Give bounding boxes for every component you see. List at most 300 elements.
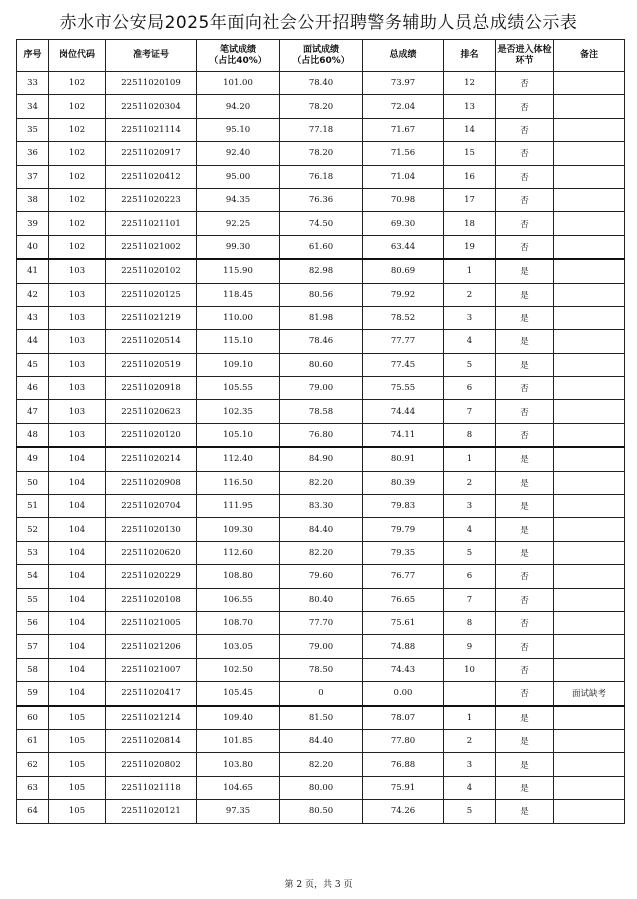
- cell-written: 92.40: [197, 142, 280, 165]
- cell-physical: 是: [496, 518, 554, 541]
- header-physical: 是否进入体检环节: [496, 40, 554, 72]
- cell-post-code: 102: [49, 72, 106, 95]
- cell-total: 71.04: [363, 165, 444, 188]
- page-footer: 第 2 页，共 3 页: [284, 880, 353, 890]
- cell-exam-no: 22511020214: [106, 447, 197, 471]
- cell-post-code: 103: [49, 353, 106, 376]
- cell-rank: 4: [444, 330, 496, 353]
- cell-remark: [554, 72, 625, 95]
- cell-written: 92.25: [197, 212, 280, 235]
- cell-interview: 0: [280, 682, 363, 706]
- cell-written: 95.10: [197, 118, 280, 141]
- cell-rank: 5: [444, 541, 496, 564]
- cell-seq: 40: [17, 235, 49, 259]
- cell-exam-no: 22511020519: [106, 353, 197, 376]
- cell-seq: 46: [17, 377, 49, 400]
- cell-total: 80.69: [363, 259, 444, 283]
- table-body: [17, 72, 625, 824]
- cell-written: 116.50: [197, 471, 280, 494]
- cell-rank: 14: [444, 118, 496, 141]
- header-written-label: 笔试成绩: [219, 44, 256, 55]
- cell-post-code: 104: [49, 611, 106, 634]
- cell-rank: 13: [444, 95, 496, 118]
- header-interview-label: 面试成绩: [302, 44, 339, 55]
- cell-rank: 6: [444, 377, 496, 400]
- cell-physical: 否: [496, 118, 554, 141]
- cell-seq: 47: [17, 400, 49, 423]
- cell-written: 105.55: [197, 377, 280, 400]
- table-row: [17, 306, 625, 329]
- cell-written: 112.40: [197, 447, 280, 471]
- cell-exam-no: 22511020620: [106, 541, 197, 564]
- cell-total: 79.92: [363, 283, 444, 306]
- cell-written: 94.35: [197, 188, 280, 211]
- cell-total: 70.98: [363, 188, 444, 211]
- cell-exam-no: 22511021002: [106, 235, 197, 259]
- header-rank: 排名: [444, 40, 496, 72]
- cell-exam-no: 22511020304: [106, 95, 197, 118]
- table-row: [17, 471, 625, 494]
- cell-post-code: 102: [49, 235, 106, 259]
- cell-remark: [554, 800, 625, 823]
- cell-seq: 38: [17, 188, 49, 211]
- cell-exam-no: 22511020918: [106, 377, 197, 400]
- cell-remark: [554, 635, 625, 658]
- cell-total: 74.11: [363, 423, 444, 447]
- cell-remark: [554, 471, 625, 494]
- cell-interview: 81.98: [280, 306, 363, 329]
- cell-exam-no: 22511020223: [106, 188, 197, 211]
- header-seq: 序号: [17, 40, 49, 72]
- cell-physical: 否: [496, 611, 554, 634]
- cell-total: 63.44: [363, 235, 444, 259]
- cell-seq: 35: [17, 118, 49, 141]
- cell-remark: [554, 118, 625, 141]
- cell-post-code: 104: [49, 447, 106, 471]
- cell-interview: 80.56: [280, 283, 363, 306]
- cell-rank: 2: [444, 729, 496, 752]
- cell-total: 79.79: [363, 518, 444, 541]
- cell-seq: 51: [17, 495, 49, 518]
- cell-seq: 33: [17, 72, 49, 95]
- table-row: [17, 259, 625, 283]
- table-row: [17, 353, 625, 376]
- cell-exam-no: 22511020417: [106, 682, 197, 706]
- cell-total: 74.26: [363, 800, 444, 823]
- cell-exam-no: 22511021214: [106, 706, 197, 730]
- cell-exam-no: 22511020814: [106, 729, 197, 752]
- cell-physical: 否: [496, 142, 554, 165]
- cell-interview: 83.30: [280, 495, 363, 518]
- cell-written: 115.90: [197, 259, 280, 283]
- header-written: [197, 40, 280, 72]
- cell-rank: 3: [444, 495, 496, 518]
- cell-post-code: 104: [49, 635, 106, 658]
- cell-physical: 否: [496, 658, 554, 681]
- cell-exam-no: 22511020130: [106, 518, 197, 541]
- cell-remark: [554, 753, 625, 776]
- cell-written: 99.30: [197, 235, 280, 259]
- cell-written: 115.10: [197, 330, 280, 353]
- cell-seq: 64: [17, 800, 49, 823]
- cell-written: 108.70: [197, 611, 280, 634]
- cell-remark: [554, 423, 625, 447]
- cell-seq: 57: [17, 635, 49, 658]
- cell-remark: [554, 729, 625, 752]
- cell-seq: 54: [17, 565, 49, 588]
- table-row: [17, 188, 625, 211]
- cell-written: 97.35: [197, 800, 280, 823]
- cell-remark: [554, 658, 625, 681]
- cell-total: 71.67: [363, 118, 444, 141]
- cell-total: 76.77: [363, 565, 444, 588]
- cell-seq: 50: [17, 471, 49, 494]
- cell-written: 111.95: [197, 495, 280, 518]
- cell-post-code: 102: [49, 212, 106, 235]
- cell-seq: 36: [17, 142, 49, 165]
- cell-exam-no: 22511021206: [106, 635, 197, 658]
- cell-physical: 否: [496, 95, 554, 118]
- cell-remark: [554, 353, 625, 376]
- cell-exam-no: 22511020623: [106, 400, 197, 423]
- cell-post-code: 105: [49, 776, 106, 799]
- cell-rank: 7: [444, 400, 496, 423]
- cell-exam-no: 22511021114: [106, 118, 197, 141]
- table-row: [17, 611, 625, 634]
- cell-total: 74.44: [363, 400, 444, 423]
- cell-post-code: 104: [49, 541, 106, 564]
- cell-physical: 否: [496, 72, 554, 95]
- table-row: [17, 495, 625, 518]
- cell-seq: 42: [17, 283, 49, 306]
- cell-post-code: 104: [49, 495, 106, 518]
- table-row: [17, 142, 625, 165]
- cell-post-code: 104: [49, 588, 106, 611]
- cell-remark: [554, 377, 625, 400]
- header-interview-weight: （占比60%）: [292, 55, 350, 66]
- cell-post-code: 102: [49, 118, 106, 141]
- page-title: 赤水市公安局2025年面向社会公开招聘警务辅助人员总成绩公示表: [59, 13, 578, 33]
- cell-seq: 43: [17, 306, 49, 329]
- cell-seq: 55: [17, 588, 49, 611]
- cell-post-code: 103: [49, 306, 106, 329]
- cell-exam-no: 22511020704: [106, 495, 197, 518]
- cell-physical: 是: [496, 541, 554, 564]
- cell-physical: 是: [496, 729, 554, 752]
- cell-interview: 61.60: [280, 235, 363, 259]
- cell-post-code: 105: [49, 800, 106, 823]
- cell-rank: [444, 682, 496, 706]
- cell-physical: 是: [496, 283, 554, 306]
- cell-remark: 面试缺考: [554, 682, 625, 706]
- cell-post-code: 103: [49, 259, 106, 283]
- cell-total: 0.00: [363, 682, 444, 706]
- cell-exam-no: 22511020802: [106, 753, 197, 776]
- table-row: [17, 118, 625, 141]
- cell-remark: [554, 518, 625, 541]
- cell-post-code: 104: [49, 471, 106, 494]
- cell-total: 74.43: [363, 658, 444, 681]
- cell-exam-no: 22511020412: [106, 165, 197, 188]
- cell-seq: 59: [17, 682, 49, 706]
- cell-interview: 76.80: [280, 423, 363, 447]
- cell-seq: 61: [17, 729, 49, 752]
- table-row: [17, 800, 625, 823]
- cell-physical: 是: [496, 495, 554, 518]
- cell-post-code: 105: [49, 753, 106, 776]
- cell-physical: 是: [496, 753, 554, 776]
- cell-exam-no: 22511021005: [106, 611, 197, 634]
- cell-exam-no: 22511021101: [106, 212, 197, 235]
- cell-remark: [554, 541, 625, 564]
- cell-rank: 8: [444, 611, 496, 634]
- cell-seq: 49: [17, 447, 49, 471]
- cell-exam-no: 22511020917: [106, 142, 197, 165]
- cell-interview: 77.70: [280, 611, 363, 634]
- cell-written: 118.45: [197, 283, 280, 306]
- cell-written: 103.80: [197, 753, 280, 776]
- cell-interview: 79.00: [280, 377, 363, 400]
- cell-total: 79.83: [363, 495, 444, 518]
- cell-total: 79.35: [363, 541, 444, 564]
- cell-seq: 52: [17, 518, 49, 541]
- cell-written: 106.55: [197, 588, 280, 611]
- cell-post-code: 105: [49, 706, 106, 730]
- cell-exam-no: 22511021219: [106, 306, 197, 329]
- cell-seq: 48: [17, 423, 49, 447]
- header-interview: [280, 40, 363, 72]
- cell-physical: 是: [496, 330, 554, 353]
- table-row: [17, 776, 625, 799]
- cell-exam-no: 22511020102: [106, 259, 197, 283]
- cell-total: 71.56: [363, 142, 444, 165]
- cell-interview: 82.98: [280, 259, 363, 283]
- cell-exam-no: 22511020108: [106, 588, 197, 611]
- cell-total: 77.45: [363, 353, 444, 376]
- cell-interview: 84.40: [280, 729, 363, 752]
- cell-physical: 否: [496, 423, 554, 447]
- cell-post-code: 105: [49, 729, 106, 752]
- cell-rank: 3: [444, 306, 496, 329]
- cell-written: 102.50: [197, 658, 280, 681]
- cell-rank: 15: [444, 142, 496, 165]
- cell-seq: 37: [17, 165, 49, 188]
- cell-exam-no: 22511021118: [106, 776, 197, 799]
- cell-total: 78.52: [363, 306, 444, 329]
- cell-interview: 77.18: [280, 118, 363, 141]
- cell-written: 105.10: [197, 423, 280, 447]
- cell-remark: [554, 565, 625, 588]
- cell-interview: 74.50: [280, 212, 363, 235]
- cell-physical: 否: [496, 635, 554, 658]
- cell-total: 80.39: [363, 471, 444, 494]
- cell-post-code: 102: [49, 142, 106, 165]
- table-row: [17, 283, 625, 306]
- cell-remark: [554, 776, 625, 799]
- table-row: [17, 729, 625, 752]
- header-total: 总成绩: [363, 40, 444, 72]
- cell-written: 105.45: [197, 682, 280, 706]
- header-written-weight: （占比40%）: [209, 55, 267, 66]
- score-table: [16, 39, 625, 824]
- cell-written: 101.00: [197, 72, 280, 95]
- cell-rank: 4: [444, 776, 496, 799]
- cell-remark: [554, 306, 625, 329]
- cell-rank: 12: [444, 72, 496, 95]
- cell-exam-no: 22511020229: [106, 565, 197, 588]
- cell-seq: 63: [17, 776, 49, 799]
- table-row: [17, 95, 625, 118]
- cell-rank: 5: [444, 800, 496, 823]
- cell-total: 74.88: [363, 635, 444, 658]
- table-row: [17, 682, 625, 706]
- cell-rank: 5: [444, 353, 496, 376]
- table-row: [17, 565, 625, 588]
- cell-exam-no: 22511020121: [106, 800, 197, 823]
- table-row: [17, 706, 625, 730]
- cell-post-code: 103: [49, 283, 106, 306]
- cell-physical: 是: [496, 353, 554, 376]
- cell-written: 94.20: [197, 95, 280, 118]
- cell-rank: 10: [444, 658, 496, 681]
- cell-rank: 9: [444, 635, 496, 658]
- cell-physical: 是: [496, 800, 554, 823]
- cell-seq: 39: [17, 212, 49, 235]
- cell-post-code: 104: [49, 658, 106, 681]
- cell-total: 69.30: [363, 212, 444, 235]
- cell-rank: 2: [444, 471, 496, 494]
- cell-interview: 76.36: [280, 188, 363, 211]
- cell-total: 75.91: [363, 776, 444, 799]
- cell-rank: 7: [444, 588, 496, 611]
- cell-total: 76.88: [363, 753, 444, 776]
- cell-remark: [554, 188, 625, 211]
- cell-exam-no: 22511020125: [106, 283, 197, 306]
- cell-remark: [554, 165, 625, 188]
- cell-interview: 80.50: [280, 800, 363, 823]
- cell-total: 76.65: [363, 588, 444, 611]
- cell-remark: [554, 706, 625, 730]
- cell-rank: 1: [444, 447, 496, 471]
- cell-seq: 44: [17, 330, 49, 353]
- cell-post-code: 103: [49, 423, 106, 447]
- cell-post-code: 104: [49, 518, 106, 541]
- cell-seq: 34: [17, 95, 49, 118]
- cell-written: 110.00: [197, 306, 280, 329]
- cell-exam-no: 22511020109: [106, 72, 197, 95]
- cell-rank: 8: [444, 423, 496, 447]
- cell-interview: 78.20: [280, 142, 363, 165]
- cell-rank: 17: [444, 188, 496, 211]
- cell-seq: 56: [17, 611, 49, 634]
- cell-remark: [554, 283, 625, 306]
- cell-total: 77.77: [363, 330, 444, 353]
- cell-physical: 否: [496, 165, 554, 188]
- cell-rank: 4: [444, 518, 496, 541]
- table-row: [17, 518, 625, 541]
- cell-physical: 否: [496, 565, 554, 588]
- table-header-row: [17, 40, 625, 72]
- cell-interview: 82.20: [280, 471, 363, 494]
- cell-total: 72.04: [363, 95, 444, 118]
- cell-rank: 16: [444, 165, 496, 188]
- cell-physical: 是: [496, 776, 554, 799]
- cell-rank: 18: [444, 212, 496, 235]
- cell-physical: 是: [496, 259, 554, 283]
- cell-physical: 否: [496, 682, 554, 706]
- cell-post-code: 103: [49, 330, 106, 353]
- table-row: [17, 72, 625, 95]
- table-row: [17, 588, 625, 611]
- table-row: [17, 635, 625, 658]
- header-remark: 备注: [554, 40, 625, 72]
- cell-post-code: 102: [49, 95, 106, 118]
- cell-written: 112.60: [197, 541, 280, 564]
- table-row: [17, 377, 625, 400]
- cell-total: 75.61: [363, 611, 444, 634]
- table-row: [17, 658, 625, 681]
- cell-written: 102.35: [197, 400, 280, 423]
- cell-rank: 1: [444, 706, 496, 730]
- cell-post-code: 103: [49, 400, 106, 423]
- cell-interview: 80.00: [280, 776, 363, 799]
- cell-post-code: 102: [49, 188, 106, 211]
- cell-physical: 否: [496, 588, 554, 611]
- table-row: [17, 400, 625, 423]
- cell-total: 73.97: [363, 72, 444, 95]
- cell-rank: 6: [444, 565, 496, 588]
- cell-physical: 否: [496, 212, 554, 235]
- cell-written: 109.10: [197, 353, 280, 376]
- cell-interview: 82.20: [280, 753, 363, 776]
- cell-exam-no: 22511020908: [106, 471, 197, 494]
- table-row: [17, 212, 625, 235]
- cell-physical: 是: [496, 447, 554, 471]
- cell-total: 75.55: [363, 377, 444, 400]
- cell-remark: [554, 588, 625, 611]
- cell-remark: [554, 495, 625, 518]
- cell-interview: 78.20: [280, 95, 363, 118]
- cell-written: 95.00: [197, 165, 280, 188]
- cell-interview: 78.46: [280, 330, 363, 353]
- cell-total: 77.80: [363, 729, 444, 752]
- cell-written: 109.40: [197, 706, 280, 730]
- cell-interview: 80.40: [280, 588, 363, 611]
- cell-physical: 否: [496, 235, 554, 259]
- cell-seq: 41: [17, 259, 49, 283]
- cell-post-code: 103: [49, 377, 106, 400]
- cell-rank: 3: [444, 753, 496, 776]
- cell-remark: [554, 400, 625, 423]
- cell-remark: [554, 447, 625, 471]
- table-row: [17, 753, 625, 776]
- cell-interview: 84.40: [280, 518, 363, 541]
- cell-physical: 是: [496, 306, 554, 329]
- cell-seq: 53: [17, 541, 49, 564]
- table-row: [17, 330, 625, 353]
- table-row: [17, 423, 625, 447]
- table-row: [17, 541, 625, 564]
- table-row: [17, 235, 625, 259]
- cell-interview: 79.00: [280, 635, 363, 658]
- cell-rank: 19: [444, 235, 496, 259]
- cell-seq: 58: [17, 658, 49, 681]
- cell-interview: 81.50: [280, 706, 363, 730]
- cell-written: 104.65: [197, 776, 280, 799]
- cell-exam-no: 22511020514: [106, 330, 197, 353]
- cell-post-code: 104: [49, 682, 106, 706]
- cell-interview: 76.18: [280, 165, 363, 188]
